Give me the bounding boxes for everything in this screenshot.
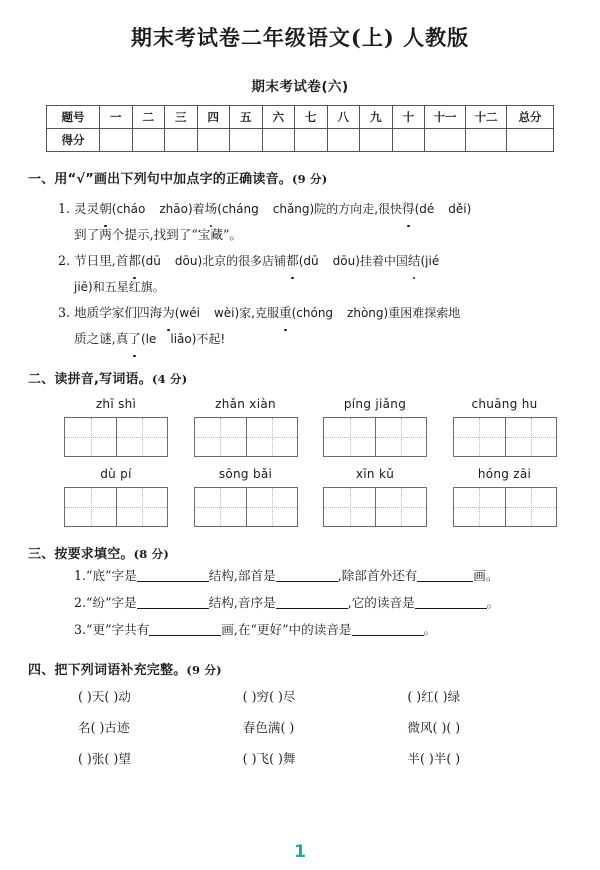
grid-cell[interactable] (246, 418, 297, 456)
pinyin-label-6: sōng bǎi (218, 467, 273, 481)
q2-text-a: 节日里,首 (74, 253, 129, 268)
pinyin-item-4 (453, 397, 573, 457)
idiom-item-8[interactable]: ( )飞( )舞 (242, 751, 296, 766)
q1-pinyin-3: (cháng (217, 202, 259, 216)
fb2-number: 2. (74, 595, 87, 610)
fb2-blank-2[interactable] (276, 595, 348, 609)
score-table-col-3: 三 (165, 106, 198, 129)
pinyin-label-2: zhǎn xiàn (215, 397, 276, 411)
section-2-heading-text: 二、读拼音,写词语。 (28, 372, 152, 387)
page-subtitle: 期末考试卷(六) (251, 79, 349, 95)
question-3-number: 3. (58, 305, 71, 320)
pinyin-label-5: dù pí (100, 467, 132, 481)
grid-cell[interactable] (65, 488, 116, 526)
section-1-heading-suffix: ”画出下列句中加点字的正确读音。 (85, 172, 292, 187)
grid-cell[interactable] (195, 488, 246, 526)
section-4-points: (9 分) (186, 663, 222, 677)
q1-pinyin-2: zhāo)着 (159, 202, 205, 216)
section-1-heading (28, 168, 572, 187)
pinyin-item-5 (64, 467, 184, 527)
score-cell-2[interactable] (132, 129, 165, 152)
score-table-col-11: 十一 (425, 106, 466, 129)
score-table-col-12: 十二 (466, 106, 507, 129)
score-table-col-6: 六 (262, 106, 295, 129)
q1-text-a: 灵灵 (74, 201, 100, 216)
q2-pinyin-5: (jié (420, 254, 440, 268)
q2-pinyin-1: (dū (140, 254, 161, 268)
writing-grid-2[interactable] (194, 417, 298, 457)
fb1-blank-1[interactable] (137, 568, 209, 582)
score-cell-3[interactable] (165, 129, 198, 152)
table-row-header (47, 106, 554, 129)
grid-cell[interactable] (505, 418, 556, 456)
pinyin-label-1: zhī shì (95, 397, 137, 411)
grid-cell[interactable] (505, 488, 556, 526)
section-4-heading-text: 四、把下列词语补充完整。 (28, 663, 187, 678)
grid-cell[interactable] (454, 418, 505, 456)
q3-pinyin-5: (le (140, 332, 157, 346)
q1-pinyin-6: děi) (448, 202, 472, 216)
q1-dotted-char-3: 得 (402, 196, 415, 222)
q2-dotted-char-1: 都 (128, 248, 141, 274)
q3-pinyin-4: zhòng)重困难探索地 (347, 306, 461, 320)
q1-dotted-char-2: 场 (205, 196, 218, 222)
writing-grid-5[interactable] (64, 487, 168, 527)
grid-cell[interactable] (195, 418, 246, 456)
idiom-row-1 (28, 684, 572, 709)
fill-blank-item-2 (28, 589, 572, 616)
score-cell-7[interactable] (295, 129, 328, 152)
grid-cell[interactable] (454, 488, 505, 526)
page-title: 期末考试卷二年级语文(上) 人教版 (130, 25, 470, 50)
section-2-heading (28, 368, 572, 387)
grid-cell[interactable] (116, 418, 167, 456)
q2-dotted-char-3: 结 (408, 248, 421, 274)
score-cell-10[interactable] (392, 129, 425, 152)
score-table (46, 105, 554, 152)
idiom-item-9[interactable]: 半( )半( ) (407, 751, 461, 766)
score-table-col-total: 总分 (507, 106, 554, 129)
q1-pinyin-4: chǎng)院的方向走,很快 (272, 202, 403, 216)
q1-dotted-char-1: 朝 (99, 196, 112, 222)
q1-pinyin-5: (dé (414, 202, 435, 216)
fb3-part-3: 。 (423, 622, 437, 637)
q2-dotted-char-2: 都 (286, 248, 299, 274)
section-3-heading-text: 三、按要求填空。 (28, 547, 134, 562)
idiom-item-3[interactable]: ( )红( )绿 (407, 689, 461, 704)
fb1-blank-3[interactable] (417, 568, 473, 582)
grid-cell[interactable] (324, 488, 375, 526)
idiom-item-4[interactable]: 名( )古迹 (78, 720, 130, 735)
section-4-heading (28, 659, 572, 678)
fb1-blank-2[interactable] (276, 568, 338, 582)
fb1-part-2: 结构,部首是 (208, 568, 276, 583)
fb3-part-1: “更”字共有 (86, 622, 150, 637)
fb1-part-1: “底”字是 (86, 568, 137, 583)
score-table-row-label-score: 得分 (47, 129, 100, 152)
score-table-col-2: 二 (132, 106, 165, 129)
pinyin-item-6 (194, 467, 314, 527)
pinyin-label-8: hóng zāi (477, 467, 532, 481)
idiom-item-5[interactable]: 春色满( ) (242, 720, 295, 735)
q3-pinyin-1: (wéi (174, 306, 200, 320)
pinyin-item-2 (194, 397, 314, 457)
grid-cell[interactable] (375, 418, 426, 456)
idiom-item-7[interactable]: ( )张( )望 (78, 751, 131, 766)
grid-cell[interactable] (324, 418, 375, 456)
question-2-line-2 (28, 274, 572, 300)
pinyin-item-3 (323, 397, 443, 457)
writing-grid-6[interactable] (194, 487, 298, 527)
fb1-number: 1. (74, 568, 87, 583)
q1-pinyin-1: (cháo (111, 202, 146, 216)
section-2-points: (4 分) (151, 372, 188, 386)
section-3-points: (8 分) (133, 547, 169, 561)
q3-line2-a: 质之谜,真 (74, 331, 129, 346)
q3-pinyin-3: (chóng (291, 306, 334, 320)
score-table-col-7: 七 (295, 106, 328, 129)
writing-grid-3[interactable] (323, 417, 427, 457)
idiom-item-6[interactable]: 微风( )( ) (407, 720, 461, 735)
fb3-part-2: 画,在“更好”中的读音是 (221, 622, 352, 637)
table-row-score (47, 129, 554, 152)
fb1-part-4: 画。 (473, 568, 499, 583)
section-1-points: (9 分) (291, 172, 328, 186)
q3-dotted-char-2: 重 (279, 300, 292, 326)
question-1-line-1 (28, 196, 572, 222)
writing-grid-7[interactable] (323, 487, 427, 527)
score-cell-4[interactable] (197, 129, 230, 152)
fb3-blank-1[interactable] (149, 622, 221, 636)
grid-cell[interactable] (65, 418, 116, 456)
section-3-heading (28, 543, 572, 562)
score-table-col-4: 四 (197, 106, 230, 129)
score-cell-9[interactable] (360, 129, 393, 152)
section-1-questions (28, 196, 572, 352)
q2-line2-text: jiē)和五星红旗。 (74, 280, 165, 294)
q3-dotted-char-1: 为 (162, 300, 175, 326)
grid-cell[interactable] (246, 488, 297, 526)
grid-cell[interactable] (375, 488, 426, 526)
pinyin-item-1 (64, 397, 184, 457)
q3-pinyin-2: wèi)家,克服 (213, 306, 279, 320)
page-number: 1 (294, 842, 306, 862)
question-2-line-1 (28, 248, 572, 274)
q2-pinyin-2: dōu)北京的很多店铺 (174, 254, 287, 268)
score-cell-8[interactable] (327, 129, 360, 152)
exam-page (0, 22, 600, 870)
writing-grid-4[interactable] (453, 417, 557, 457)
q3-dotted-char-3: 了 (128, 326, 141, 352)
pinyin-label-4: chuāng hu (471, 397, 538, 411)
pinyin-label-3: píng jiǎng (343, 397, 407, 411)
fb3-blank-2[interactable] (352, 622, 424, 636)
score-cell-11[interactable] (425, 129, 466, 152)
fb2-part-1: “纷”字是 (86, 595, 137, 610)
score-cell-6[interactable] (262, 129, 295, 152)
pinyin-item-8 (453, 467, 573, 527)
score-table-col-9: 九 (360, 106, 393, 129)
score-table-col-8: 八 (327, 106, 360, 129)
pinyin-label-7: xīn kǔ (355, 467, 395, 481)
checkmark-icon: √ (76, 172, 86, 187)
q2-pinyin-3: (dū (298, 254, 319, 268)
writing-grid-1[interactable] (64, 417, 168, 457)
idiom-item-1[interactable]: ( )天( )动 (78, 689, 131, 704)
q3-pinyin-6: liǎo)不起! (170, 332, 226, 346)
pinyin-row-1 (28, 397, 572, 457)
fb3-number: 3. (74, 622, 87, 637)
fb2-part-3: ,它的读音是 (347, 595, 415, 610)
idiom-row-2 (28, 715, 572, 740)
fill-blank-item-3 (28, 616, 572, 643)
score-cell-5[interactable] (230, 129, 263, 152)
fb2-blank-3[interactable] (415, 595, 487, 609)
score-cell-12[interactable] (466, 129, 507, 152)
fb1-part-3: ,除部首外还有 (337, 568, 418, 583)
score-cell-1[interactable] (100, 129, 133, 152)
section-1-heading-prefix: 一、用“ (28, 172, 77, 187)
score-table-row-label: 题号 (47, 106, 100, 129)
score-table-col-10: 十 (392, 106, 425, 129)
fb2-part-4: 。 (486, 595, 500, 610)
question-1-number: 1. (58, 201, 71, 216)
q2-pinyin-4: dōu)挂着中国 (332, 254, 408, 268)
grid-cell[interactable] (116, 488, 167, 526)
writing-grid-8[interactable] (453, 487, 557, 527)
fb2-blank-1[interactable] (137, 595, 209, 609)
question-1-line-2: 到了两个提示,找到了“宝藏”。 (74, 227, 243, 242)
fb2-part-2: 结构,音序是 (208, 595, 276, 610)
question-2-number: 2. (58, 253, 71, 268)
score-table-col-5: 五 (230, 106, 263, 129)
question-3-line-2 (28, 326, 572, 352)
fill-blank-item-1 (28, 562, 572, 589)
score-table-col-1: 一 (100, 106, 133, 129)
pinyin-row-2 (28, 467, 572, 527)
idiom-row-3 (28, 746, 572, 771)
q3-text-a: 地质学家们四海 (74, 305, 163, 320)
score-cell-total[interactable] (507, 129, 554, 152)
question-3-line-1 (28, 300, 572, 326)
pinyin-item-7 (323, 467, 443, 527)
idiom-item-2[interactable]: ( )穷( )尽 (242, 689, 296, 704)
